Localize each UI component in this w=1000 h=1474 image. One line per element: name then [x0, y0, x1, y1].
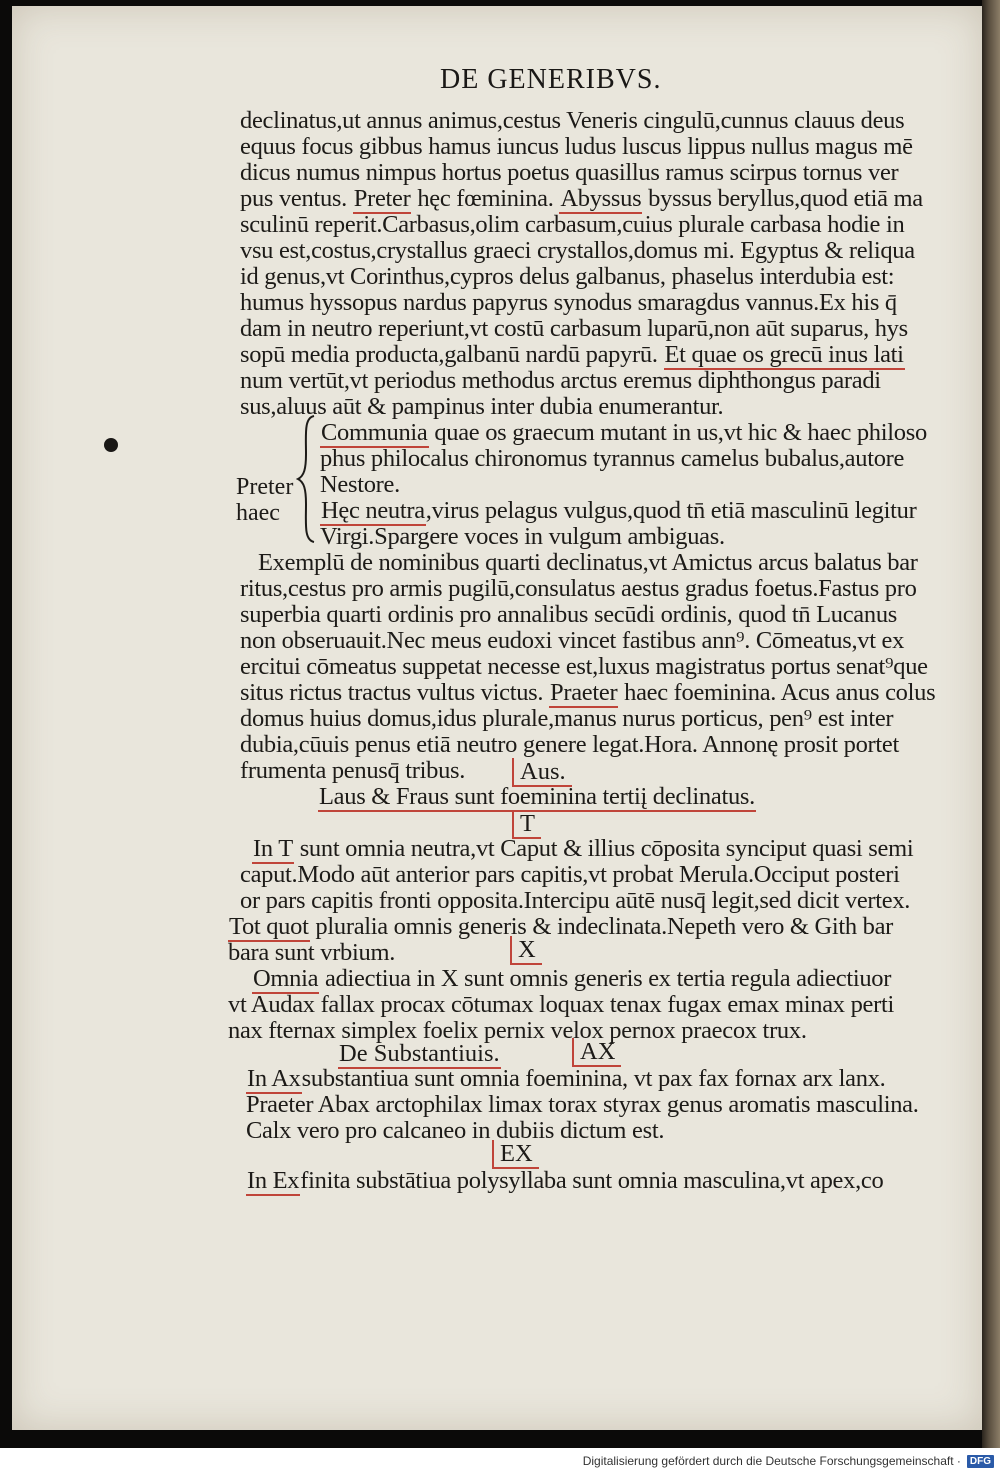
section-head-t — [512, 810, 541, 838]
text-line — [240, 186, 960, 212]
text-run: hęc fœminina. — [417, 185, 554, 212]
text-line: frumenta penusq̄ tribus. — [240, 757, 466, 784]
rubricated-word: Abyssus — [560, 185, 642, 212]
text-run: substantiua sunt omnia foeminina, vt pax fax fornax arx lanx. — [301, 1065, 886, 1092]
section-head-text: T — [512, 810, 541, 839]
text-line: domus huius domus,idus plurale,manus nurus porticus, pen⁹ est inter — [240, 705, 894, 732]
text-line — [318, 784, 1000, 810]
text-line — [320, 420, 1000, 446]
text-line: vt Audax fallax procax cōtumax loquax tenax fugax emax minax perti — [228, 991, 894, 1018]
brace-label-top: Preter — [236, 474, 294, 500]
text-line — [252, 966, 972, 992]
text-line — [252, 836, 972, 862]
section-head-ex — [492, 1140, 539, 1168]
section-head-substantiuis — [338, 1040, 501, 1068]
page-edge — [982, 0, 1000, 1448]
text-line — [320, 498, 1000, 524]
rubricated-word: Omnia — [253, 965, 319, 992]
text-line: num vertūt,vt periodus methodus arctus eremus diphthongus paradi — [240, 367, 881, 394]
footer-credit: Digitalisierung gefördert durch die Deutsche Forschungsgemeinschaft · — [582, 1454, 961, 1468]
brace-symbol — [296, 414, 318, 544]
text-line: Exemplū de nominibus quarti declinatus,vt Amictus arcus balatus bar — [258, 549, 918, 576]
dfg-logo: DFG — [967, 1455, 994, 1468]
text-line: humus hyssopus nardus papyrus synodus smaragdus vannus.Ex his q̄ — [240, 289, 897, 316]
text-line: Praeter Abax arctophilax limax torax styrax genus aromatis masculina. — [246, 1091, 919, 1118]
text-run: haec foeminina. Acus anus colus — [624, 679, 936, 706]
rubricated-word: Tot quot — [229, 913, 309, 940]
text-line: bara sunt vrbium. — [228, 939, 396, 966]
text-run: ,virus pelagus vulgus,quod tn̄ etiā masculinū legitur — [425, 497, 917, 524]
text-line: ritus,cestus pro armis pugilū,consulatus aestus gradus foetus.Fastus pro — [240, 575, 917, 602]
section-head-text: AX — [572, 1038, 621, 1067]
text-line: dubia,cūuis penus etiā neutro genere legat.Hora. Annonę prosit portet — [240, 731, 899, 758]
text-line — [228, 914, 948, 940]
text-run: pluralia omnis generis & indeclinata.Nepeth vero & Gith bar — [315, 913, 894, 940]
rubricated-word: In T — [253, 835, 293, 862]
section-head-text: Aus. — [512, 758, 572, 787]
text-run: pus ventus. — [240, 185, 347, 212]
text-line: superbia quarti ordinis pro annalibus secūdi ordinis, quod tn̄ Lucanus — [240, 601, 898, 628]
text-line: sculinū reperit.Carbasus,olim carbasum,cuius plurale carbasa hodie in — [240, 211, 905, 238]
text-line: or pars capitis fronti opposita.Intercipu aūtē nusq̄ legit,sed dicit vertex. — [240, 887, 911, 914]
text-line: id genus,vt Corinthus,cypros delus galbanus, phaselus interdubia est: — [240, 263, 895, 290]
rubricated-word: Praeter — [550, 679, 618, 706]
section-head-ax — [572, 1038, 621, 1066]
text-run: finita substātiua polysyllaba sunt omnia masculina,vt apex,co — [300, 1167, 884, 1194]
rubricated-word: Et quae os grecū inus lati — [664, 341, 904, 368]
text-run: sopū media producta,galbanū nardū papyrū. — [240, 341, 658, 368]
section-head-text: EX — [492, 1140, 539, 1169]
section-head-text: X — [510, 936, 542, 965]
text-line — [240, 342, 960, 368]
rubricated-line: Laus & Fraus sunt foeminina tertiį declinatus. — [319, 783, 755, 810]
rubricated-word: In Ex — [247, 1167, 300, 1194]
text-line — [240, 680, 960, 706]
running-head: DE GENERIBVS. — [440, 64, 662, 95]
section-head-text: De Substantiuis. — [339, 1040, 500, 1067]
text-run: quae os graecum mutant in us,vt hic & haec philoso — [434, 419, 927, 446]
text-run: situs rictus tractus vultus victus. — [240, 679, 544, 706]
text-line — [246, 1066, 966, 1092]
text-run: adiectiua in X sunt omnis generis ex tertia regula adiectiuor — [325, 965, 892, 992]
section-head-x — [510, 936, 542, 964]
text-run: byssus beryllus,quod etiā ma — [648, 185, 923, 212]
text-run: sunt omnia neutra,vt Caput & illius cōposita synciput quasi semi — [299, 835, 914, 862]
text-line: phus philocalus chironomus tyrannus camelus bubalus,autore — [320, 445, 905, 472]
rubricated-word: Preter — [353, 185, 411, 212]
footer — [0, 1448, 1000, 1474]
text-line: dam in neutro reperiunt,vt costū carbasum luparū,non aūt suparus, hys — [240, 315, 908, 342]
text-line: dicus numus nimpus hortus poetus quasillus ramus scirpus tornus ver — [240, 159, 899, 186]
section-head-aus — [512, 758, 572, 786]
text-line: nax fternax simplex foelix pernix velox pernox praecox trux. — [228, 1017, 807, 1044]
rubricated-word: Hęc neutra — [321, 497, 425, 524]
brace-label-bottom: haec — [236, 500, 280, 526]
text-line: non obseruauit.Nec meus eudoxi vincet fastibus ann⁹. Cōmeatus,vt ex — [240, 627, 905, 654]
text-line: sus,aluus aūt & pampinus inter dubia enumerantur. — [240, 393, 724, 420]
margin-dot — [104, 438, 118, 452]
text-line: caput.Modo aūt anterior pars capitis,vt probat Merula.Occiput posteri — [240, 861, 900, 888]
text-line: ercitui cōmeatus suppetat necesse est,luxus magistratus portus senat⁹que — [240, 653, 928, 680]
text-line: vsu est,costus,crystallus graeci crystallos,domus mi. Egyptus & reliqua — [240, 237, 915, 264]
rubricated-word: In Ax — [247, 1065, 301, 1092]
text-line: Calx vero pro calcaneo in dubiis dictum est. — [246, 1117, 665, 1144]
text-line: equus focus gibbus hamus iuncus ludus luscus lippus nullus magus mē — [240, 133, 913, 160]
text-line — [246, 1168, 966, 1194]
rubricated-word: Communia — [321, 419, 428, 446]
text-line: Nestore. — [320, 471, 400, 498]
text-line: declinatus,ut annus animus,cestus Veneris cingulū,cunnus clauus deus — [240, 107, 905, 134]
text-line: Virgi.Spargere voces in vulgum ambiguas. — [320, 523, 725, 550]
